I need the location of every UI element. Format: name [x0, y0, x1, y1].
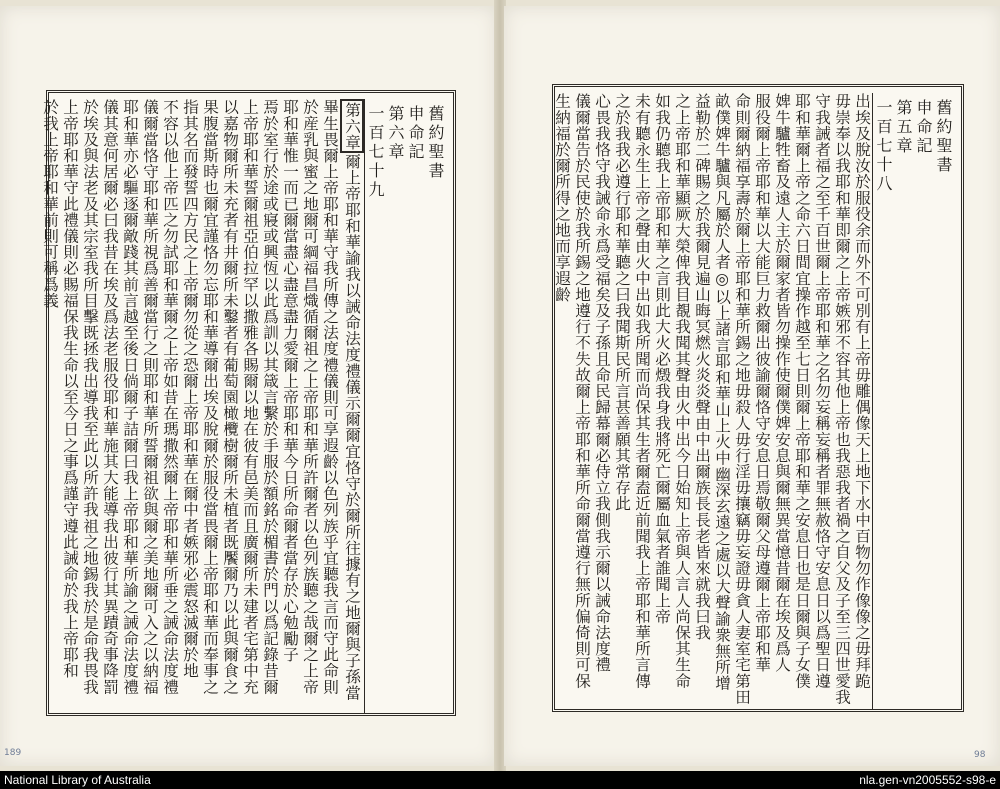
left-text-column	[120, 99, 140, 707]
right-page	[504, 6, 1000, 766]
right-line-text: 婢牛驢牲畜及遠人主於爾家者皆勿操作使爾僕婢安息與爾無異當憶昔爾在埃及爲人	[773, 93, 791, 673]
left-line-text: 於我上帝耶和華前則可稱爲義	[41, 99, 59, 309]
right-text-column	[792, 93, 812, 703]
left-text-column	[240, 99, 260, 707]
left-text-column	[320, 99, 340, 707]
pencil-page-mark: 189	[4, 748, 22, 758]
right-line-text: 耶和華爾上帝之命六日間宜操作越至七日則爾上帝耶和華之安息日也是日爾與子女僕	[793, 93, 811, 689]
chapter-heading: 第六章	[340, 99, 364, 153]
left-line-text: 不容以他上帝匹之勿試耶和華爾之上帝如昔在瑪撒然爾上帝耶和華所垂之誡命法度禮	[161, 99, 179, 695]
footer-library-name: National Library of Australia	[4, 773, 151, 787]
right-line-text: 儀爾當告於民使於我所錫之地遵行不失故爾上帝耶和華所命爾當遵行無所偏倚則可保	[573, 93, 591, 689]
left-text-frame	[41, 90, 456, 716]
footer-bar	[0, 771, 1000, 789]
left-text-column	[160, 99, 180, 707]
left-text-column	[280, 99, 300, 707]
left-text-column	[340, 99, 364, 707]
right-page-number: 一百七十八	[874, 99, 893, 194]
left-page	[0, 6, 496, 766]
footer-identifier: nla.gen-vn2005552-s98-e	[859, 773, 996, 787]
right-line-text: 之於我我必遵行耶和華聽之曰我聞斯民所言甚善願其常存此	[613, 93, 631, 512]
right-text-column	[712, 93, 732, 703]
left-text-column	[100, 99, 120, 707]
left-text-column	[40, 99, 60, 707]
right-line-text: 心畏我恪守我誡命永爲受福矣及子孫且命民歸幕爾必侍立我側我示爾以誡命法度禮	[593, 93, 611, 673]
left-line-text: 焉於室行於途或寢或興恆以此爲訓以其箴言繫於手服於額銘於楣書於門以爲記錄昔爾	[261, 99, 279, 695]
left-text-column	[200, 99, 220, 707]
left-line-text: 果腹當斯時也爾宜謹恪勿忘耶和華導爾出埃及脫爾於服役當畏爾上帝耶和華而奉事之	[201, 99, 219, 695]
left-line-text: 耶和華惟一而已爾當盡心盡意盡力愛爾上帝耶和華今日所命爾者當存於心勉勵子	[281, 99, 299, 663]
left-line-text: 指其名而發誓四方民之上帝爾勿從之恐爾上帝耶和華在爾中者嫉邪必震怒滅爾於地	[181, 99, 199, 679]
right-line-text: 毋崇奉以我耶和華即爾之上帝嫉邪不容其他上帝也我惡我者禍之自父及子至三四世愛我	[833, 93, 851, 705]
pencil-page-mark-right: 98	[974, 750, 986, 760]
right-text-column	[632, 93, 652, 703]
left-line-text: 儀其意何居爾必曰我昔在埃及爲法老服役耶和華施其大能導我出彼行其異蹟奇事降罰	[101, 99, 119, 695]
right-text-column	[652, 93, 672, 703]
left-text-column	[260, 99, 280, 707]
right-line-text: 未有聽永生上帝之聲由火中出如我所聞而尚保其生者爾盍近前聞我上帝耶和華所言傳	[633, 93, 651, 689]
right-text-column	[612, 93, 632, 703]
right-line-text: 如我仍聽我上帝耶和華之言則此大火必燬我身我將死亡爾屬血氣者誰聞上帝	[653, 93, 671, 625]
right-margin-column	[872, 93, 953, 709]
left-page-number: 一百七十九	[366, 105, 385, 200]
left-line-text: 於埃及與法老及其宗室我所目擊既拯我出導我至此以所許我祖之地錫我於是命我畏我	[81, 99, 99, 695]
left-chapter-label: 第六章	[386, 105, 405, 162]
left-line-text: 畢生畏爾上帝耶和華守我所傳之法度禮儀則可享遐齡以色列族乎宜聽我言而守此命則	[321, 99, 339, 695]
right-line-text: 守我誡者福之至千百世爾上帝耶和華之名勿妄稱妄稱者罪無赦恪守安息日以爲聖日遵	[813, 93, 831, 689]
left-line-text: 上帝耶和華守此禮儀則必賜福保我生命以至今日之事爲謹守遵此誡命於我上帝耶和	[61, 99, 79, 679]
left-line-text: 於産乳與蜜之地爾可綱福昌熾循爾祖之上帝耶和華所許爾者以色列族聽之哉爾之上帝	[301, 99, 319, 695]
right-text-column	[812, 93, 832, 703]
left-text-column	[60, 99, 80, 707]
right-line-text: 出埃及脫汝於服役余而外不可別有上帝毋雕偶像天上地下水中百物勿作像像之毋拜跪	[853, 93, 871, 689]
left-text-column	[220, 99, 240, 707]
right-line-text: 之上帝耶和華顯厥大榮俾我目覩我聞其聲由火中出今日始知上帝與人言人尚保其生命	[673, 93, 691, 689]
right-text-column	[752, 93, 772, 703]
right-book-title: 舊約聖書	[934, 99, 953, 175]
right-chapter-label: 第五章	[894, 99, 913, 156]
left-section-title: 申命記	[406, 105, 425, 162]
right-line-text: 生納福於爾所得之地而享遐齡	[553, 93, 571, 303]
right-text-column	[552, 93, 572, 703]
right-line-text: 畝僕婢牛驢與凡屬於人者◎以上諸言耶和華山上火中幽深玄遠之處以大聲諭衆無所增	[713, 93, 731, 692]
left-line-text: 儀爾當恪守耶和華所視爲善爾當行之則耶和華所誓爾祖欲與爾之美地爾可入之以納福	[141, 99, 159, 695]
right-text-column	[592, 93, 612, 703]
right-line-text: 命則爾納福享壽於爾上帝耶和華所錫之地毋殺人毋行淫毋攘竊毋妄證毋貪人妻室宅第田	[733, 93, 751, 705]
right-text-column	[692, 93, 712, 703]
left-text-column	[140, 99, 160, 707]
right-section-title: 申命記	[914, 99, 933, 156]
right-text-column	[672, 93, 692, 703]
right-text-column	[852, 93, 872, 703]
left-book-title: 舊約聖書	[426, 105, 445, 181]
right-text-frame	[552, 84, 964, 712]
right-text-column	[732, 93, 752, 703]
right-line-text: 益勒於二碑賜之於我爾見遍山晦冥燃火炎炎聲由中出爾族長長老皆來就我曰我	[693, 93, 711, 641]
left-line-text: 耶和華亦必驅逐爾敵踐其前言越至後日倘爾子詰爾曰我上帝耶和華所諭之誡命法度禮	[121, 99, 139, 695]
left-text-column	[80, 99, 100, 707]
left-text-column	[300, 99, 320, 707]
left-margin-column	[364, 99, 445, 713]
left-line-text: 第六章爾上帝耶和華諭我以誡命法度禮儀示爾爾宜恪守於爾所往據有之地爾與子孫當	[343, 99, 361, 701]
right-text-column	[572, 93, 592, 703]
right-line-text: 服役爾上帝耶和華以大能巨力救爾出彼諭爾恪守安息日焉敬爾父母遵爾上帝耶和華	[753, 93, 771, 673]
right-text-column	[832, 93, 852, 703]
left-line-text: 以嘉物爾所未充者有井爾所未鑿者有葡萄園橄欖樹爾所未植者既饜爾乃以此與爾食之	[221, 99, 239, 695]
left-text-column	[180, 99, 200, 707]
left-line-text: 上帝耶和華誓爾祖亞伯拉罕以撒雅各賜爾以地在彼有邑美而且廣爾所未建者宅第中充	[241, 99, 259, 695]
right-text-column	[772, 93, 792, 703]
